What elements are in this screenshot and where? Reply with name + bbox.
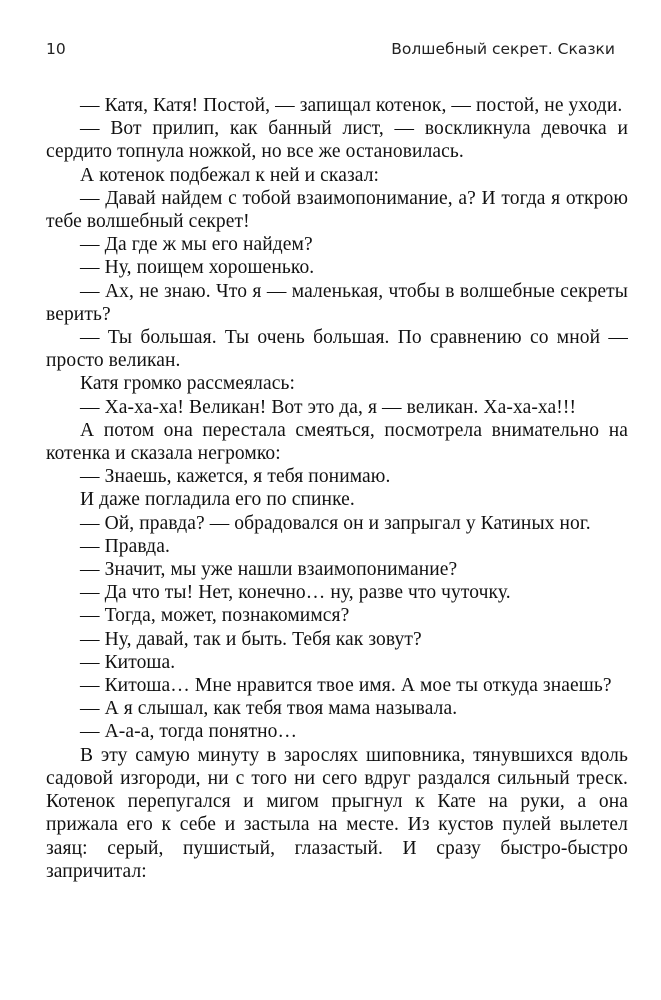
paragraph: — Ну, поищем хорошенько. [80,257,315,279]
paragraph: — А я слышал, как тебя твоя мама называла. [80,698,458,720]
paragraph: — А-а-а, тогда понятно… [80,721,298,743]
paragraph: — Правда. [80,535,170,557]
paragraph: — Китоша… Мне нравится твое имя. А мое ты откуда знаешь? [80,675,612,697]
paragraph: Катя громко рассмеялась: [80,373,296,395]
paragraph: — Да где ж мы его найдем? [80,234,313,256]
paragraph: В эту самую минуту в зарослях шиповника, тянувшихся вдоль садовой изгороди, ни с того ни сего вдруг раздался сильный треск. Котенок перепугался и мигом прыгнул к Кате на руки, а она прижала его к себе и застыла на месте. Из кустов пулей вылетел заяц: серый, пушистый, глазастый. И сразу быстро-быстро запричитал: [46,744,628,882]
page-number: 10 [46,40,66,58]
paragraph: — Ну, давай, так и быть. Тебя как зовут? [80,628,422,650]
paragraph: — Ха-ха-ха! Великан! Вот это да, я — великан. Ха-ха-ха!!! [80,396,577,418]
paragraph: — Вот прилип, как банный лист, — воскликнула девочка и сердито топнула ножкой, но все же остановилась. [46,118,628,163]
paragraph: И даже погладила его по спинке. [80,489,355,511]
paragraph: — Ты большая. Ты очень большая. По сравнению со мной — просто великан. [46,327,628,372]
paragraph: — Ах, не знаю. Что я — маленькая, чтобы в волшебные секреты верить? [46,280,628,325]
text-body [46,94,628,883]
paragraph: А потом она перестала смеяться, посмотрела внимательно на котенка и сказала негромко: [46,419,628,465]
paragraph: — Ой, правда? — обрадовался он и запрыгал у Катиных ног. [80,512,591,534]
paragraph: — Давай найдем с тобой взаимопонимание, а? И тогда я открою тебе волшебный секрет! [46,187,628,233]
paragraph: — Да что ты! Нет, конечно… ну, разве что чуточку. [80,582,511,604]
paragraph: — Знаешь, кажется, я тебя понимаю. [80,466,391,488]
page-header [46,40,615,64]
paragraph: — Тогда, может, познакомимся? [80,605,350,627]
paragraph: — Катя, Катя! Постой, — запищал котенок, — постой, не уходи. [80,95,623,116]
paragraph: А котенок подбежал к ней и сказал: [80,164,380,186]
paragraph: — Значит, мы уже нашли взаимопонимание? [80,559,458,581]
paragraph: — Китоша. [80,651,176,673]
running-title: Волшебный секрет. Сказки [391,40,615,58]
